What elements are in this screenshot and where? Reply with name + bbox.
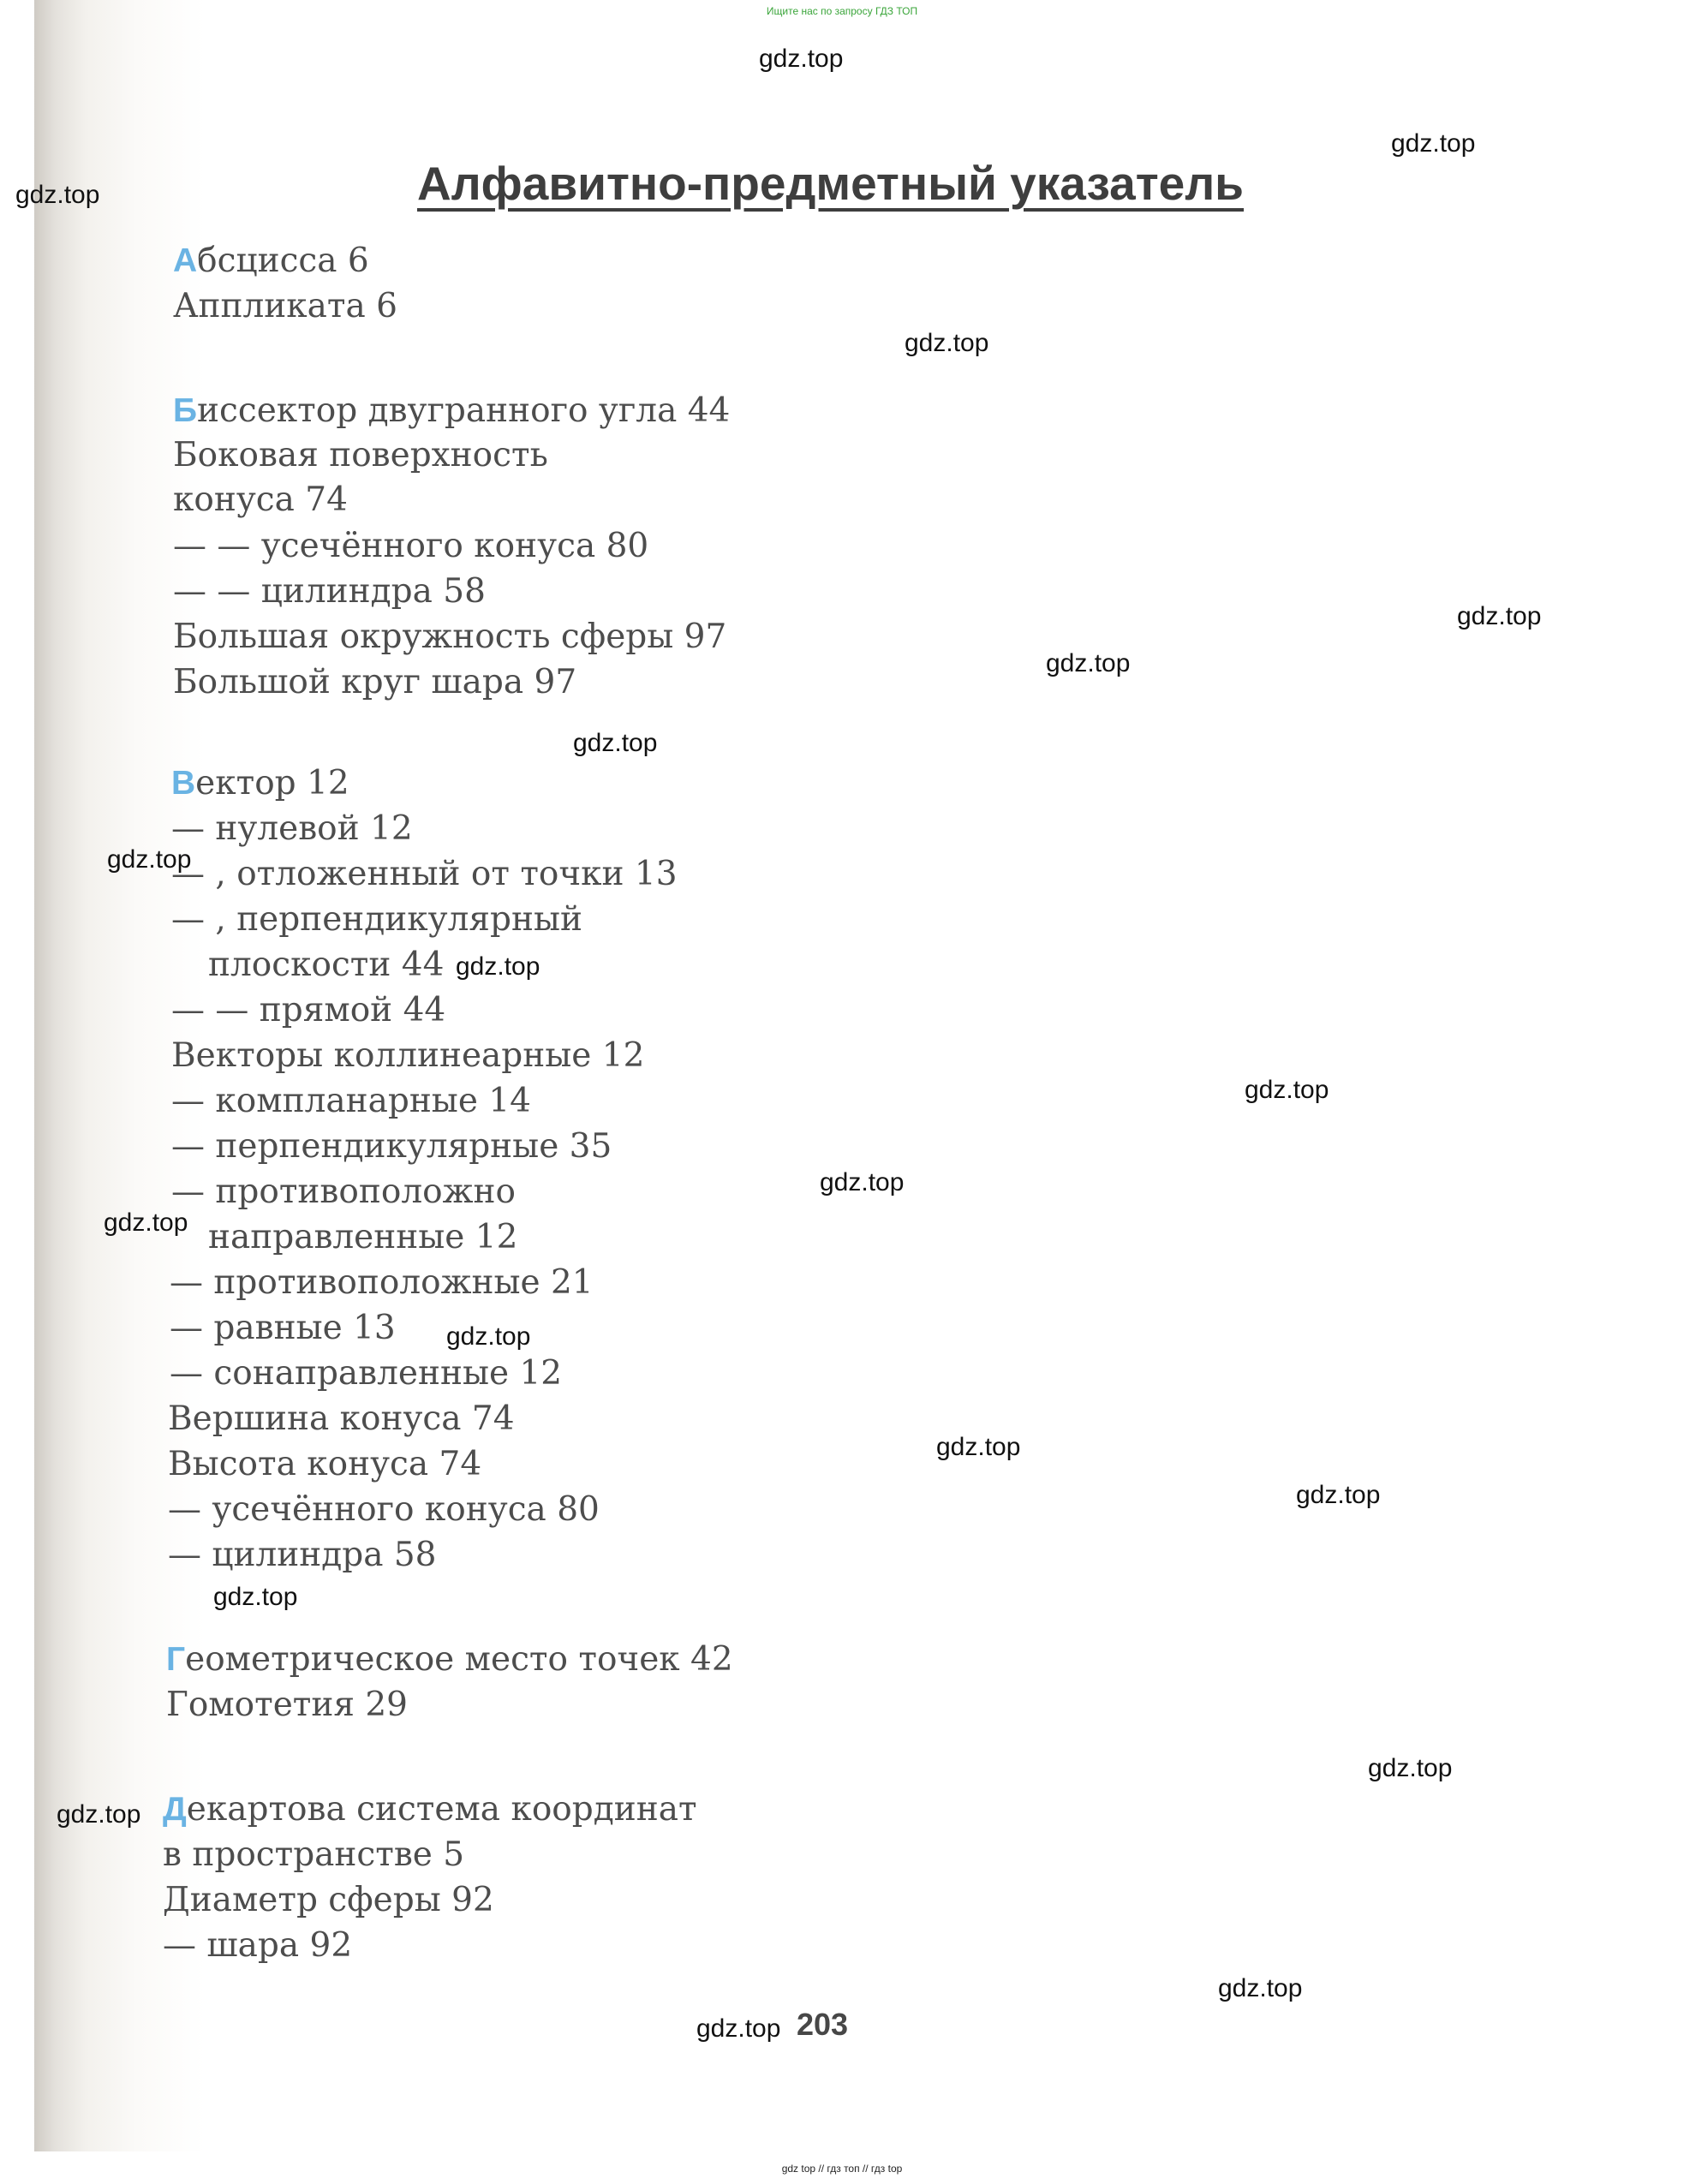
index-entry: — нулевой 12 <box>171 809 413 848</box>
watermark: gdz.top <box>57 1800 141 1829</box>
watermark: gdz.top <box>1368 1754 1453 1782</box>
index-entry: — противоположно <box>171 1173 516 1211</box>
index-entry: Вершина конуса 74 <box>168 1399 515 1438</box>
index-entry: — — цилиндра 58 <box>173 572 486 611</box>
index-entry: — — прямой 44 <box>171 991 446 1029</box>
letter-heading: А <box>173 242 198 279</box>
index-entry: в пространстве 5 <box>163 1835 465 1874</box>
index-entry: Геометрическое место точек 42 <box>166 1640 733 1679</box>
index-entry: Биссектор двугранного угла 44 <box>173 391 731 430</box>
watermark: gdz.top <box>573 729 658 757</box>
watermark: gdz.top <box>107 845 192 874</box>
watermark: gdz.top <box>1296 1481 1381 1509</box>
index-entry: — равные 13 <box>170 1309 396 1347</box>
letter-heading: Б <box>173 392 198 429</box>
letter-heading: В <box>171 765 196 802</box>
index-entry: — — усечённого конуса 80 <box>173 527 649 565</box>
watermark: gdz.top <box>456 952 540 981</box>
index-entry: — компланарные 14 <box>171 1082 531 1120</box>
letter-heading: Г <box>166 1641 186 1678</box>
index-entry: Большой круг шара 97 <box>173 663 577 701</box>
index-entry: Векторы коллинеарные 12 <box>171 1036 645 1075</box>
index-entry: Гомотетия 29 <box>166 1686 408 1724</box>
watermark: gdz.top <box>1391 129 1476 158</box>
index-entry: — усечённого конуса 80 <box>168 1490 600 1529</box>
watermark: gdz.top <box>1245 1076 1329 1104</box>
bottom-note: gdz top // гдз топ // гдз top <box>781 2163 903 2175</box>
top-note: Ищите нас по запросу ГДЗ ТОП <box>766 5 918 17</box>
letter-heading: Д <box>163 1791 187 1828</box>
watermark: gdz.top <box>1046 649 1131 677</box>
index-entry: — , перпендикулярный <box>171 900 582 939</box>
index-entry: конуса 74 <box>173 480 348 519</box>
watermark: gdz.top <box>446 1322 531 1351</box>
index-entry: — , отложенный от точки 13 <box>171 855 678 893</box>
index-entry: Абсцисса 6 <box>173 242 369 280</box>
index-entry: Диаметр сферы 92 <box>163 1881 494 1919</box>
watermark: gdz.top <box>759 45 844 73</box>
index-entry: — шара 92 <box>163 1926 353 1965</box>
page-title: Алфавитно-предметный указатель <box>417 157 1244 210</box>
index-entry: Аппликата 6 <box>173 287 397 325</box>
index-entry: Декартова система координат <box>163 1790 697 1829</box>
index-entry: — сонаправленные 12 <box>170 1354 563 1393</box>
watermark: gdz.top <box>104 1208 188 1237</box>
watermark: gdz.top <box>820 1168 905 1196</box>
watermark: gdz.top <box>696 2014 781 2043</box>
watermark: gdz.top <box>15 181 100 209</box>
index-entry: плоскости 44 <box>208 946 445 984</box>
index-entry: Высота конуса 74 <box>168 1445 482 1483</box>
watermark: gdz.top <box>1457 602 1542 630</box>
watermark: gdz.top <box>213 1583 298 1611</box>
index-entry: — перпендикулярные 35 <box>171 1127 612 1166</box>
watermark: gdz.top <box>1218 1974 1303 2002</box>
index-entry: — цилиндра 58 <box>168 1536 437 1574</box>
index-entry: Боковая поверхность <box>173 436 548 474</box>
watermark: gdz.top <box>936 1433 1021 1461</box>
index-entry: — противоположные 21 <box>170 1263 594 1302</box>
page-number: 203 <box>797 2007 849 2042</box>
index-entry: Большая окружность сферы 97 <box>173 618 727 656</box>
watermark: gdz.top <box>905 329 989 357</box>
index-entry: Вектор 12 <box>171 764 349 803</box>
index-entry: направленные 12 <box>208 1218 518 1256</box>
